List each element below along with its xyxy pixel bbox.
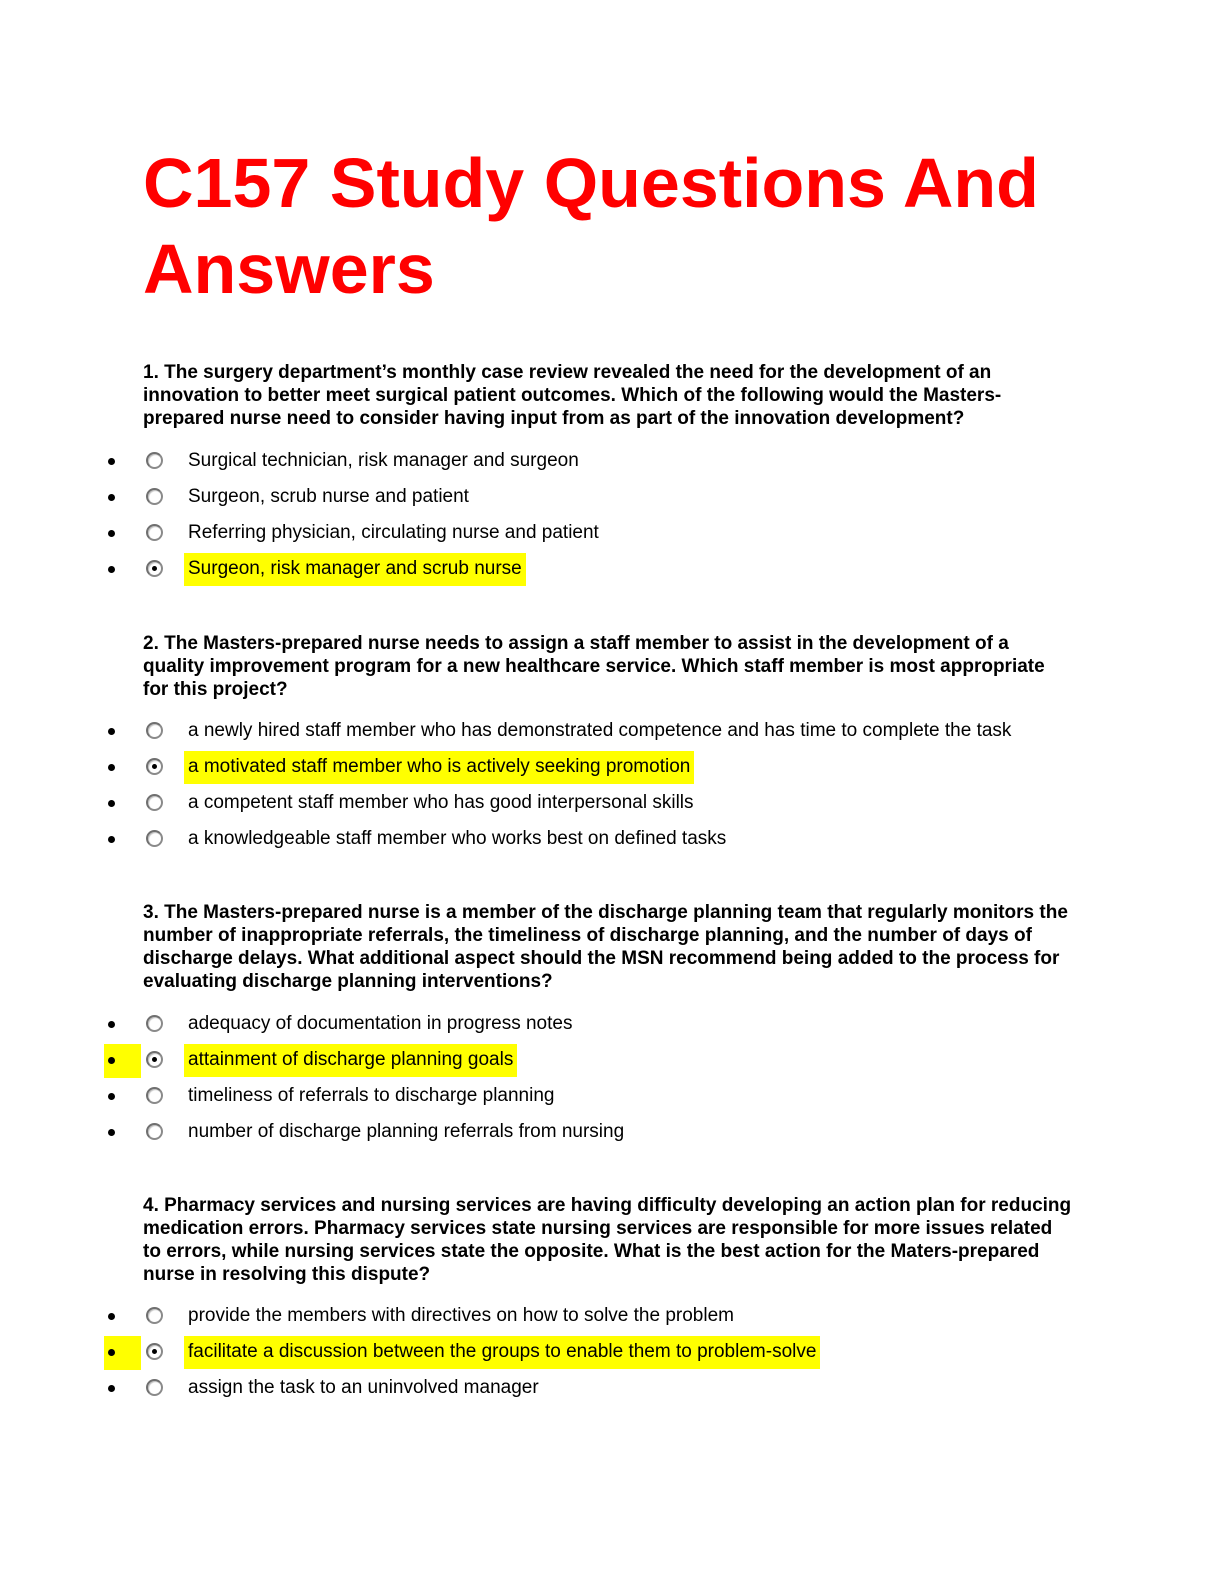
bullet-icon xyxy=(108,1129,115,1136)
answer-label: number of discharge planning referrals from nursing xyxy=(188,1121,625,1142)
answer-label: a newly hired staff member who has demonstrated competence and has time to complete the task xyxy=(188,720,1012,741)
radio-unchecked-icon[interactable] xyxy=(146,1087,163,1104)
bullet-icon xyxy=(108,458,115,465)
question-1-options xyxy=(0,445,1224,589)
answer-label: provide the members with directives on how to solve the problem xyxy=(188,1305,734,1326)
answer-label: timeliness of referrals to discharge planning xyxy=(188,1085,555,1106)
radio-unchecked-icon[interactable] xyxy=(146,830,163,847)
radio-unchecked-icon[interactable] xyxy=(146,794,163,811)
answer-label: adequacy of documentation in progress notes xyxy=(188,1013,573,1034)
answer-label: a knowledgeable staff member who works best on defined tasks xyxy=(188,828,727,849)
answer-label: assign the task to an uninvolved manager xyxy=(188,1377,539,1398)
answer-option[interactable] xyxy=(0,1080,1224,1116)
bullet-icon xyxy=(108,1021,115,1028)
answer-option[interactable] xyxy=(0,517,1224,553)
bullet-icon xyxy=(108,530,115,537)
question-2-text: 2. The Masters-prepared nurse needs to assign a staff member to assist in the development of a quality improvement program for a new healthcare service. Which staff member is most appropriate for this project? xyxy=(143,633,1045,700)
answer-label: a competent staff member who has good interpersonal skills xyxy=(188,792,694,813)
document-title: C157 Study Questions And Answers xyxy=(143,144,1039,308)
answer-option-selected[interactable] xyxy=(0,553,1224,589)
bullet-icon xyxy=(108,1385,115,1392)
bullet-icon xyxy=(108,800,115,807)
radio-unchecked-icon[interactable] xyxy=(146,722,163,739)
bullet-icon xyxy=(108,1093,115,1100)
answer-option[interactable] xyxy=(0,787,1224,823)
bullet-icon xyxy=(108,494,115,501)
answer-option[interactable] xyxy=(0,445,1224,481)
question-3-options xyxy=(0,1008,1224,1152)
radio-unchecked-icon[interactable] xyxy=(146,1015,163,1032)
answer-option[interactable] xyxy=(0,1300,1224,1336)
bullet-icon xyxy=(108,764,115,771)
bullet-icon xyxy=(108,1313,115,1320)
answer-label-highlighted: a motivated staff member who is actively seeking promotion xyxy=(184,751,694,784)
question-3-text: 3. The Masters-prepared nurse is a member of the discharge planning team that regularly monitors the number of inappropriate referrals, the timeliness of discharge planning, and the number of days of discharge delays. What additional aspect should the MSN recommend being added to the process for evaluating discharge planning interventions? xyxy=(143,902,1068,992)
question-2-options xyxy=(0,715,1224,859)
bullet-icon xyxy=(108,1057,115,1064)
answer-option[interactable] xyxy=(0,715,1224,751)
answer-label-highlighted: facilitate a discussion between the groups to enable them to problem-solve xyxy=(184,1336,820,1369)
answer-label: Referring physician, circulating nurse and patient xyxy=(188,522,599,543)
radio-unchecked-icon[interactable] xyxy=(146,1307,163,1324)
answer-option-selected[interactable] xyxy=(0,751,1224,787)
radio-unchecked-icon[interactable] xyxy=(146,1123,163,1140)
question-1-text: 1. The surgery department’s monthly case review revealed the need for the development of an innovation to better meet surgical patient outcomes. Which of the following would the Masters-prepared nurse need to consider having input from as part of the innovation development? xyxy=(143,362,1002,429)
radio-unchecked-icon[interactable] xyxy=(146,524,163,541)
answer-option-selected[interactable] xyxy=(0,1044,1224,1080)
radio-unchecked-icon[interactable] xyxy=(146,488,163,505)
bullet-icon xyxy=(108,566,115,573)
question-4-text: 4. Pharmacy services and nursing services are having difficulty developing an action plan for reducing medication errors. Pharmacy services state nursing services are responsible for more issues related to errors, while nursing services state the opposite. What is the best action for the Maters-prepared nurse in resolving this dispute? xyxy=(143,1195,1072,1285)
answer-option[interactable] xyxy=(0,1008,1224,1044)
answer-option[interactable] xyxy=(0,1116,1224,1152)
radio-checked-icon[interactable] xyxy=(146,560,163,577)
radio-unchecked-icon[interactable] xyxy=(146,452,163,469)
answer-label: Surgical technician, risk manager and surgeon xyxy=(188,450,579,471)
answer-label: Surgeon, scrub nurse and patient xyxy=(188,486,469,507)
bullet-icon xyxy=(108,1349,115,1356)
answer-label-highlighted: Surgeon, risk manager and scrub nurse xyxy=(184,553,526,586)
radio-checked-icon[interactable] xyxy=(146,1051,163,1068)
bullet-icon xyxy=(108,728,115,735)
answer-label-highlighted: attainment of discharge planning goals xyxy=(184,1044,517,1077)
answer-option-selected[interactable] xyxy=(0,1336,1224,1372)
answer-option[interactable] xyxy=(0,1372,1224,1408)
radio-checked-icon[interactable] xyxy=(146,1343,163,1360)
radio-checked-icon[interactable] xyxy=(146,758,163,775)
answer-option[interactable] xyxy=(0,823,1224,859)
radio-unchecked-icon[interactable] xyxy=(146,1379,163,1396)
question-4-options xyxy=(0,1300,1224,1408)
answer-option[interactable] xyxy=(0,481,1224,517)
bullet-icon xyxy=(108,836,115,843)
